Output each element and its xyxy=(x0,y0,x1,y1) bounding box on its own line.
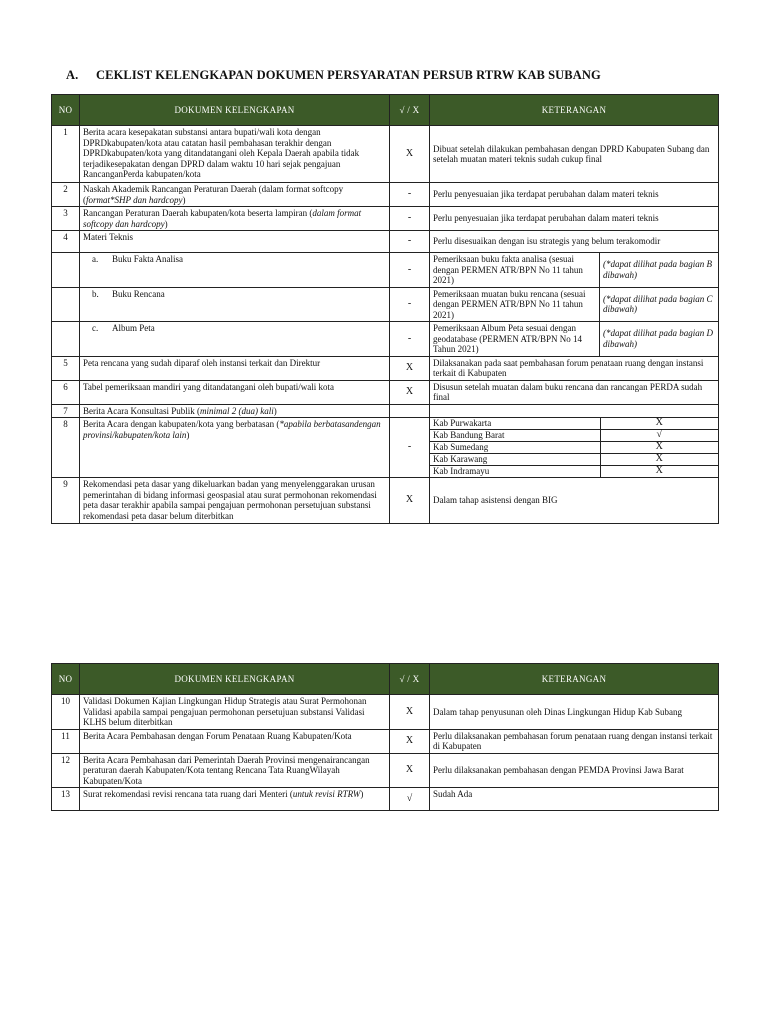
kabupaten-name: Kab Purwakarta xyxy=(430,418,600,430)
row-number: 9 xyxy=(52,478,80,524)
kabupaten-name: Kab Karawang xyxy=(430,454,600,466)
row-note: (*dapat dilihat pada bagian B dibawah) xyxy=(600,253,719,288)
table-row xyxy=(52,356,719,380)
row-document: b. Buku Rencana xyxy=(80,287,390,322)
row-document: Rekomendasi peta dasar yang dikeluarkan badan yang menyelenggarakan urusan pemerintahan di bidang informasi geospasial atau surat permohonan rekomendasi peta dasar terakhir apabila sampai pengajuan permohonan persetujuan substansi rekomendasi peta dasar belum diterbitkan xyxy=(80,478,390,524)
row-number: 2 xyxy=(52,183,80,207)
row-number: 12 xyxy=(52,753,80,788)
row-status: X xyxy=(390,695,430,730)
section-letter: A. xyxy=(66,68,79,82)
row-number: 10 xyxy=(52,695,80,730)
row-status: X xyxy=(390,729,430,753)
row-document: Peta rencana yang sudah diparaf oleh instansi terkait dan Direktur xyxy=(80,356,390,380)
kabupaten-row xyxy=(430,454,718,466)
table-row xyxy=(52,380,719,404)
table-row xyxy=(52,126,719,183)
section-heading xyxy=(66,68,601,83)
table-row xyxy=(52,418,719,478)
kabupaten-name: Kab Sumedang xyxy=(430,442,600,454)
row-keterangan: Perlu penyesuaian jika terdapat perubahan dalam materi teknis xyxy=(430,183,719,207)
row-status: X xyxy=(390,356,430,380)
kabupaten-mark: √ xyxy=(600,430,718,442)
row-document: Surat rekomendasi revisi rencana tata ruang dari Menteri (untuk revisi RTRW) xyxy=(80,788,390,811)
row-keterangan: Perlu dilaksanakan pembahasan dengan PEMDA Provinsi Jawa Barat xyxy=(430,753,719,788)
kabupaten-name: Kab Indramayu xyxy=(433,466,490,477)
table-row xyxy=(52,231,719,253)
table-row xyxy=(52,695,719,730)
header-no: NO xyxy=(52,664,80,695)
row-status: X xyxy=(390,126,430,183)
row-status: - xyxy=(390,231,430,253)
table-row xyxy=(52,753,719,788)
header-check: √ / X xyxy=(390,95,430,126)
row-keterangan: Disusun setelah muatan dalam buku rencana dan rancangan PERDA sudah final xyxy=(430,380,719,404)
header-check: √ / X xyxy=(390,664,430,695)
row-note: (*dapat dilihat pada bagian C dibawah) xyxy=(600,287,719,322)
row-status: - xyxy=(390,322,430,357)
row-number-empty xyxy=(52,287,80,322)
kabupaten-mark: X xyxy=(600,466,718,478)
kabupaten-mark: X xyxy=(600,454,718,466)
row-keterangan: Perlu dilaksanakan pembahasan forum penataan ruang dengan instansi terkait di Kabupaten xyxy=(430,729,719,753)
row-status: - xyxy=(390,253,430,288)
row-number: 8 xyxy=(52,418,80,478)
row-document: Tabel pemeriksaan mandiri yang ditandatangani oleh bupati/wali kota xyxy=(80,380,390,404)
row-document: Materi Teknis xyxy=(80,231,390,253)
row-number: 5 xyxy=(52,356,80,380)
row-number: 6 xyxy=(52,380,80,404)
kabupaten-row xyxy=(430,418,718,430)
row-document: Naskah Akademik Rancangan Peraturan Daerah (dalam format softcopy (format*SHP dan hardcopy) xyxy=(80,183,390,207)
row-keterangan: Dibuat setelah dilakukan pembahasan dengan DPRD Kabupaten Subang dan setelah muatan materi teknis sudah cukup final xyxy=(430,126,719,183)
kabupaten-name: Kab Bandung Barat xyxy=(430,430,600,442)
row-document: c. Album Peta xyxy=(80,322,390,357)
row-keterangan: Perlu penyesuaian jika terdapat perubahan dalam materi teknis xyxy=(430,207,719,231)
row-document: Berita Acara Konsultasi Publik (minimal 2 (dua) kali) xyxy=(80,404,390,418)
header-no: NO xyxy=(52,95,80,126)
header-keterangan: KETERANGAN xyxy=(430,664,719,695)
table-row xyxy=(52,788,719,811)
row-number: 7 xyxy=(52,404,80,418)
table-row xyxy=(52,183,719,207)
row-status: X xyxy=(390,380,430,404)
kabupaten-row xyxy=(430,442,718,454)
row-document: Berita Acara dengan kabupaten/kota yang berbatasan (*apabila berbatasandengan provinsi/kabupaten/kota lain) xyxy=(80,418,390,478)
table-row xyxy=(52,253,719,288)
kabupaten-mark: X xyxy=(600,418,718,430)
row-number-empty xyxy=(52,253,80,288)
row-keterangan: Pemeriksaan muatan buku rencana (sesuai dengan PERMEN ATR/BPN No 11 tahun 2021) xyxy=(430,287,600,322)
row-status: X xyxy=(390,478,430,524)
row-number: 4 xyxy=(52,231,80,253)
row-document: Berita Acara Pembahasan dengan Forum Penataan Ruang Kabupaten/Kota xyxy=(80,729,390,753)
kabupaten-row xyxy=(430,466,718,478)
row-note: (*dapat dilihat pada bagian D dibawah) xyxy=(600,322,719,357)
header-keterangan: KETERANGAN xyxy=(430,95,719,126)
row-keterangan: Dalam tahap asistensi dengan BIG xyxy=(430,478,719,524)
row-status: - xyxy=(390,207,430,231)
row-status: X xyxy=(390,753,430,788)
header-dokumen: DOKUMEN KELENGKAPAN xyxy=(80,95,390,126)
row-document: a. Buku Fakta Analisa xyxy=(80,253,390,288)
kabupaten-mark: X xyxy=(600,442,718,454)
row-status: - xyxy=(390,183,430,207)
row-keterangan: Pemeriksaan Album Peta sesuai dengan geodatabase (PERMEN ATR/BPN No 14 Tahun 2021) xyxy=(430,322,600,357)
table-row xyxy=(52,404,719,418)
row-number: 11 xyxy=(52,729,80,753)
table-row xyxy=(52,322,719,357)
kabupaten-list xyxy=(430,418,719,478)
table-row xyxy=(52,287,719,322)
row-keterangan xyxy=(430,404,719,418)
table-header-row xyxy=(52,95,719,126)
row-keterangan: Dilaksanakan pada saat pembahasan forum penataan ruang dengan instansi terkait di Kabupaten xyxy=(430,356,719,380)
section-title: CEKLIST KELENGKAPAN DOKUMEN PERSYARATAN PERSUB RTRW KAB SUBANG xyxy=(96,68,601,82)
table-row xyxy=(52,729,719,753)
row-status: - xyxy=(390,418,430,478)
table-row xyxy=(52,478,719,524)
row-document: Berita acara kesepakatan substansi antara bupati/wali kota dengan DPRDkabupaten/kota atau catatan hasil pembahasan terakhir dengan DPRDkabupaten/kota yang ditandatangani oleh Kepala Daerah apabila tidak terjadikesepakatan dengan DPRD dalam waktu 10 hari sejak pengajuan RancanganPerda kabupaten/kota xyxy=(80,126,390,183)
row-keterangan: Dalam tahap penyusunan oleh Dinas Lingkungan Hidup Kab Subang xyxy=(430,695,719,730)
row-keterangan: Pemeriksaan buku fakta analisa (sesuai dengan PERMEN ATR/BPN No 11 tahun 2021) xyxy=(430,253,600,288)
checklist-table-2 xyxy=(51,663,719,811)
row-document: Rancangan Peraturan Daerah kabupaten/kota beserta lampiran (dalam format softcopy dan hardcopy) xyxy=(80,207,390,231)
table-header-row xyxy=(52,664,719,695)
header-dokumen: DOKUMEN KELENGKAPAN xyxy=(80,664,390,695)
row-number-empty xyxy=(52,322,80,357)
kabupaten-table xyxy=(430,418,718,477)
row-number: 1 xyxy=(52,126,80,183)
row-document: Berita Acara Pembahasan dari Pemerintah Daerah Provinsi mengenairancangan peraturan daerah Kabupaten/Kota tentang Rencana Tata RuangWilayah Kabupaten/Kota xyxy=(80,753,390,788)
table-row xyxy=(52,207,719,231)
kabupaten-row xyxy=(430,430,718,442)
row-status: √ xyxy=(390,788,430,811)
row-keterangan: Perlu disesuaikan dengan isu strategis yang belum terakomodir xyxy=(430,231,719,253)
row-number: 3 xyxy=(52,207,80,231)
row-document: Validasi Dokumen Kajian Lingkungan Hidup Strategis atau Surat Permohonan Validasi apabila sampai pengajuan permohonan persetujuan substansi Validasi KLHS belum diterbitkan xyxy=(80,695,390,730)
row-status: - xyxy=(390,287,430,322)
row-number: 13 xyxy=(52,788,80,811)
row-keterangan: Sudah Ada xyxy=(430,788,719,811)
row-status xyxy=(390,404,430,418)
checklist-table-1 xyxy=(51,94,719,524)
